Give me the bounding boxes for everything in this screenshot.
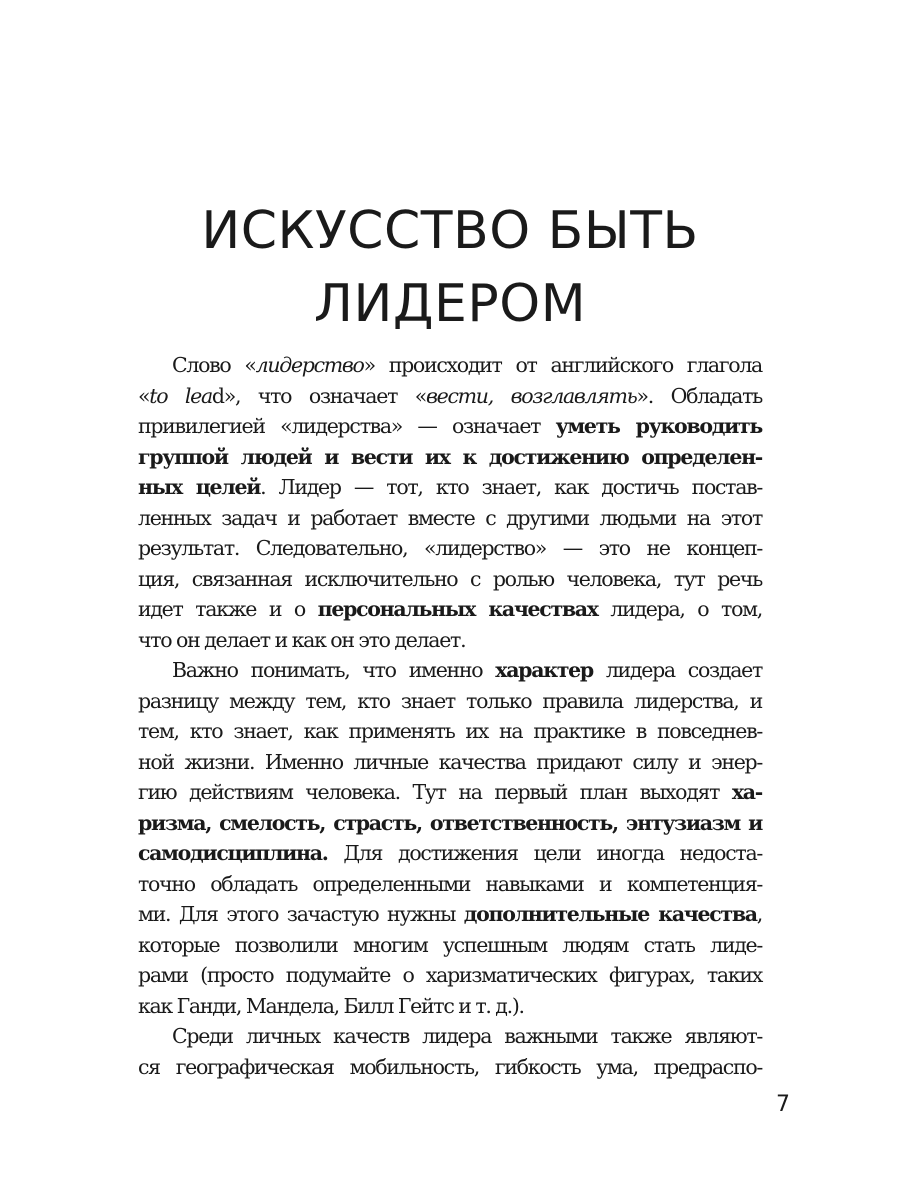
- bold-text: характер: [495, 658, 593, 682]
- italic-text: to lea: [149, 383, 212, 408]
- text-run: d», что означает «: [211, 383, 427, 408]
- text-line: [138, 991, 762, 1022]
- bold-text: дополнительные качества: [463, 902, 757, 926]
- text-line: [138, 869, 762, 900]
- text-run: «: [138, 383, 150, 408]
- text-line: [138, 716, 762, 747]
- text-run: ми. Для этого зачастую нужны: [138, 902, 464, 926]
- text-line: [138, 381, 762, 412]
- text-run: ция, связанная исключительно с ролью человека, тут речь: [138, 566, 762, 591]
- text-run: Важно понимать, что именно: [172, 658, 496, 682]
- text-run: » происходит от английского глагола: [363, 353, 762, 377]
- text-run: результат. Следовательно, «лидерство» — это не концеп-: [138, 536, 762, 560]
- bold-text: персональных качествах: [317, 597, 598, 621]
- chapter-title-line-1: ИСКУССТВО БЫТЬ: [201, 201, 699, 261]
- text-line: [138, 503, 762, 534]
- text-run: . Лидер — тот, кто знает, как достичь постав-: [260, 475, 762, 499]
- text-line: [138, 1021, 762, 1052]
- text-run: лидера, о том,: [597, 597, 762, 621]
- text-run: гию действиям человека. Тут на первый план выходят: [138, 780, 732, 804]
- page-number: 7: [776, 1092, 790, 1117]
- text-line: [138, 747, 762, 778]
- text-run: ной жизни. Именно личные качества придают силу и энер-: [138, 749, 762, 774]
- text-run: которые позволили многим успешным людям стать лиде-: [138, 932, 762, 957]
- text-run: рами (просто подумайте о харизматических фигурах, таких: [138, 963, 762, 987]
- text-line: [138, 594, 762, 625]
- text-line: [138, 350, 762, 381]
- text-line: [138, 777, 762, 808]
- bold-text: ных целей: [138, 475, 261, 499]
- text-line: [138, 899, 762, 930]
- text-line: [138, 655, 762, 686]
- bold-text: ха-: [731, 780, 762, 804]
- chapter-title: [0, 195, 900, 341]
- text-line: [138, 472, 762, 503]
- text-line: [138, 442, 762, 473]
- text-line: [138, 960, 762, 991]
- text-line: [138, 686, 762, 717]
- text-run: тем, кто знает, как применять их на практике в повседнев-: [138, 719, 762, 743]
- text-line: [138, 808, 762, 839]
- text-run: разницу между тем, кто знает только правила лидерства, и: [138, 688, 762, 713]
- text-run: что он делает и как он это делает.: [138, 627, 466, 652]
- bold-text: самодисциплина.: [138, 841, 328, 865]
- text-run: точно обладать определенными навыками и компетенция-: [138, 871, 762, 896]
- bold-text: ризма, смелость, страсть, ответственность, энтузиазм и: [138, 810, 762, 835]
- bold-text: уметь руководить: [555, 414, 762, 438]
- text-line: [138, 411, 762, 442]
- text-run: ся географическая мобильность, гибкость ума, предраспо-: [138, 1054, 762, 1079]
- text-line: [138, 625, 762, 656]
- italic-text: вести, возглавлять: [426, 383, 637, 408]
- chapter-title-line-2: ЛИДЕРОМ: [313, 274, 587, 334]
- text-run: ленных задач и работает вместе с другими людьми на этот: [138, 505, 762, 530]
- text-line: [138, 930, 762, 961]
- text-line: [138, 838, 762, 869]
- text-run: Среди личных качеств лидера важными также являют-: [172, 1024, 762, 1048]
- text-run: как Ганди, Мандела, Билл Гейтс и т. д.).: [138, 993, 524, 1018]
- text-run: Слово «: [172, 353, 256, 377]
- body-text: [138, 350, 762, 1082]
- text-run: лидера создает: [592, 658, 763, 682]
- text-line: [138, 1052, 762, 1083]
- bold-text: группой людей и вести их к достижению определен-: [138, 444, 762, 469]
- text-line: [138, 533, 762, 564]
- italic-text: лидерство: [255, 353, 364, 377]
- text-line: [138, 564, 762, 595]
- text-run: идет также и о: [138, 597, 318, 621]
- text-run: ,: [756, 902, 762, 926]
- text-run: ». Обладать: [636, 383, 762, 408]
- text-run: привилегией «лидерства» — означает: [138, 414, 556, 438]
- text-run: Для достижения цели иногда недоста-: [327, 841, 762, 865]
